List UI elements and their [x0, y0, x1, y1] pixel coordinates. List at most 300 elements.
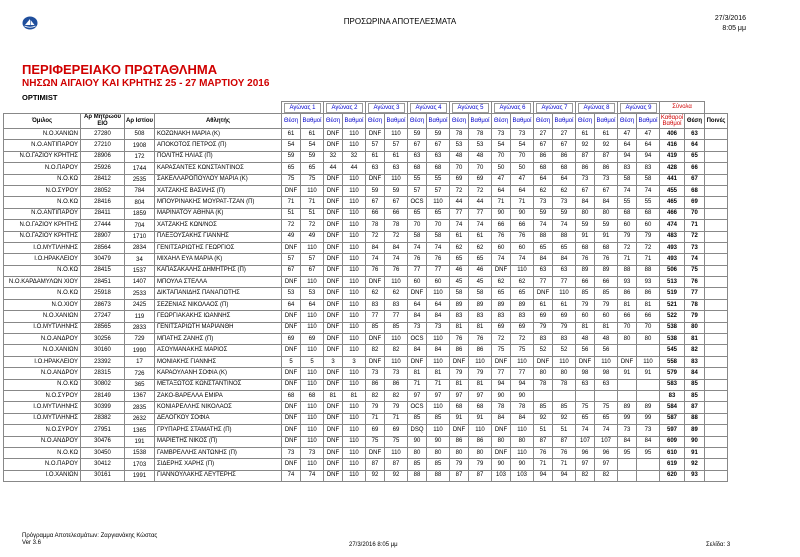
race-points-cell: 55 — [427, 174, 450, 185]
race-position-cell: 86 — [534, 151, 553, 162]
race-points-cell: 81 — [595, 322, 618, 333]
table-row — [4, 447, 728, 458]
race-position-cell: 58 — [408, 231, 427, 242]
race-position-cell: 74 — [618, 185, 637, 196]
race-position-cell: DNF — [324, 311, 343, 322]
race-points-cell: 68 — [427, 163, 450, 174]
race-position-cell: DNF — [324, 425, 343, 436]
race-points-cell: 97 — [595, 459, 618, 470]
race-points-cell: 110 — [343, 231, 366, 242]
registry-cell: 27951 — [81, 425, 125, 436]
race-position-cell: 63 — [534, 265, 553, 276]
race-position-cell: 68 — [576, 242, 595, 253]
race-points-cell: 69 — [301, 334, 324, 345]
race-points-cell: 110 — [343, 368, 366, 379]
athlete-cell: ΜΑΡΙΝΑΤΟΥ ΑΘΗΝΑ (Κ) — [155, 208, 282, 219]
registry-cell: 30450 — [81, 447, 125, 458]
race-position-cell: DNF — [324, 334, 343, 345]
final-position-cell: 71 — [685, 220, 705, 231]
race-position-cell: 32 — [324, 151, 343, 162]
final-position-cell: 85 — [685, 390, 705, 401]
race-position-cell: 65 — [450, 254, 469, 265]
club-cell: Ι.Ο.ΜΥΤΙΛΗΝΗΣ — [4, 242, 81, 253]
penalty-cell — [705, 379, 728, 390]
race-points-cell: 88 — [427, 470, 450, 481]
registry-cell: 28052 — [81, 185, 125, 196]
race-position-cell: DNF — [366, 277, 385, 288]
race-points-cell: 110 — [301, 379, 324, 390]
final-position-cell: 84 — [685, 368, 705, 379]
race-position-cell: 90 — [408, 436, 427, 447]
race-position-cell: 66 — [576, 277, 595, 288]
sail-cell: 1537 — [125, 265, 155, 276]
race-label: Αγώνας 2 — [326, 103, 364, 113]
net-points-cell: 513 — [660, 277, 685, 288]
race-position-cell: 80 — [408, 447, 427, 458]
race-points-cell: 62 — [385, 288, 408, 299]
athlete-cell: ΣΕΖΕΝΙΑΣ ΝΙΚΟΛΑΟΣ (Π) — [155, 299, 282, 310]
race-position-cell: 94 — [492, 379, 511, 390]
club-cell: Ι.Ο.ΜΥΤΙΛΗΝΗΣ — [4, 402, 81, 413]
race-position-cell: 82 — [576, 470, 595, 481]
race-position-cell: 71 — [492, 197, 511, 208]
race-position-cell: 59 — [534, 208, 553, 219]
athlete-cell: ΜΙΧΑΗΛ ΕΥΑ ΜΑΡΙΑ (Κ) — [155, 254, 282, 265]
table-row — [4, 402, 728, 413]
page-subtitle: ΝΗΣΩΝ ΑΙΓΑΙΟΥ ΚΑΙ ΚΡΗΤΗΣ 25 - 27 ΜΑΡΤΙΟΥ 2016 — [22, 78, 270, 89]
race-points-cell: 110 — [427, 288, 450, 299]
race-points-cell: 59 — [595, 220, 618, 231]
race-position-cell: 76 — [366, 265, 385, 276]
penalty-cell — [705, 185, 728, 196]
race-position-cell: 67 — [576, 185, 595, 196]
race-position-cell: DNF — [324, 413, 343, 424]
col-points: Βαθμοί — [427, 114, 450, 129]
race-position-cell: 48 — [450, 151, 469, 162]
race-points-cell: 85 — [427, 459, 450, 470]
race-points-cell: 65 — [301, 163, 324, 174]
race-points-cell: 79 — [553, 322, 576, 333]
race-position-cell: DNF — [492, 356, 511, 367]
race-points-cell: 70 — [637, 322, 660, 333]
final-position-cell: 78 — [685, 299, 705, 310]
race-points-cell: 60 — [511, 242, 534, 253]
race-position-cell: DNF — [492, 425, 511, 436]
race-points-cell: 73 — [301, 447, 324, 458]
race-position-cell: OCS — [408, 402, 427, 413]
race-position-cell: 55 — [408, 174, 427, 185]
race-position-cell: 71 — [408, 379, 427, 390]
race-position-cell: 57 — [408, 185, 427, 196]
race-position-cell: DNF — [324, 470, 343, 481]
registry-cell: 30802 — [81, 379, 125, 390]
club-cell: Ν.Ο.ΚΩ — [4, 379, 81, 390]
col-points: Βαθμοί — [511, 114, 534, 129]
race-points-cell: 77 — [469, 208, 492, 219]
race-position-cell: DNF — [492, 447, 511, 458]
net-points-cell: 545 — [660, 345, 685, 356]
penalty-cell — [705, 174, 728, 185]
registry-cell: 27247 — [81, 311, 125, 322]
column-header-row — [4, 114, 728, 129]
race-points-cell: 110 — [343, 208, 366, 219]
race-points-cell: 58 — [427, 231, 450, 242]
race-position-cell: DNF — [534, 288, 553, 299]
race-points-cell: 86 — [637, 288, 660, 299]
race-points-cell: 110 — [595, 356, 618, 367]
empty-cell — [618, 459, 637, 470]
sail-cell: 2632 — [125, 413, 155, 424]
empty-cell — [637, 345, 660, 356]
race-points-cell: 82 — [385, 390, 408, 401]
race-header-4 — [408, 102, 450, 114]
race-points-cell: 72 — [637, 242, 660, 253]
athlete-cell: ΜΕΤΑΞΩΤΟΣ ΚΩΝΣΤΑΝΤΙΝΟΣ — [155, 379, 282, 390]
race-points-cell: 59 — [427, 129, 450, 140]
race-points-cell: 70 — [427, 220, 450, 231]
race-points-cell: 51 — [553, 425, 576, 436]
race-points-cell: 73 — [511, 129, 534, 140]
race-position-cell: 60 — [618, 220, 637, 231]
race-position-cell: 84 — [366, 242, 385, 253]
sail-cell: 2834 — [125, 242, 155, 253]
net-points-cell: 583 — [660, 379, 685, 390]
club-cell: Ι.Ο.ΗΡΑΚΛΕΙΟΥ — [4, 356, 81, 367]
race-points-cell: 91 — [637, 368, 660, 379]
race-position-cell: DNF — [366, 356, 385, 367]
race-points-cell: 110 — [511, 425, 534, 436]
race-points-cell: 110 — [343, 265, 366, 276]
race-points-cell: 57 — [385, 140, 408, 151]
table-row — [4, 208, 728, 219]
final-position-cell: 66 — [685, 163, 705, 174]
race-position-cell: 3 — [324, 356, 343, 367]
race-position-cell: DNF — [492, 265, 511, 276]
club-cell: Ν.Ο.ΑΝΤΙΠΑΡΟΥ — [4, 140, 81, 151]
registry-cell: 27280 — [81, 129, 125, 140]
empty-cell — [595, 390, 618, 401]
race-points-cell: 68 — [637, 208, 660, 219]
final-position-cell: 63 — [685, 129, 705, 140]
penalty-cell — [705, 163, 728, 174]
race-position-cell: DNF — [282, 379, 301, 390]
race-points-cell: 80 — [427, 447, 450, 458]
race-points-cell: 110 — [385, 356, 408, 367]
race-position-cell: 83 — [534, 334, 553, 345]
race-points-cell: 110 — [385, 129, 408, 140]
table-row — [4, 356, 728, 367]
race-position-cell: DNF — [282, 277, 301, 288]
race-position-cell: 83 — [450, 311, 469, 322]
race-points-cell: 110 — [343, 436, 366, 447]
net-points-cell: 558 — [660, 356, 685, 367]
race-position-cell: 72 — [618, 242, 637, 253]
race-position-cell: 61 — [450, 231, 469, 242]
race-position-cell: 44 — [450, 197, 469, 208]
race-points-cell: 110 — [301, 322, 324, 333]
race-points-cell: 78 — [385, 220, 408, 231]
race-position-cell: 85 — [534, 402, 553, 413]
race-position-cell: 97 — [576, 459, 595, 470]
race-position-cell: 61 — [534, 299, 553, 310]
race-points-cell: 60 — [637, 220, 660, 231]
final-position-cell: 74 — [685, 254, 705, 265]
race-position-cell: DNF — [324, 220, 343, 231]
penalty-cell — [705, 231, 728, 242]
race-points-cell: 71 — [301, 197, 324, 208]
net-points-cell: 406 — [660, 129, 685, 140]
race-position-cell: 73 — [534, 197, 553, 208]
race-position-cell: 69 — [282, 334, 301, 345]
final-position-cell: 79 — [685, 311, 705, 322]
race-points-cell: 55 — [637, 197, 660, 208]
athlete-cell: ΓΕΝΙΤΣΑΡΙΩΤΗΣ ΓΕΩΡΓΙΟΣ — [155, 242, 282, 253]
race-position-cell: 51 — [534, 425, 553, 436]
col-net-points: Καθαροί Βαθμοί — [660, 115, 684, 127]
race-points-cell: 68 — [469, 402, 492, 413]
race-position-cell: 47 — [618, 129, 637, 140]
race-points-cell: 65 — [595, 413, 618, 424]
race-points-cell: 65 — [511, 288, 534, 299]
race-position-cell: 56 — [576, 345, 595, 356]
race-points-cell: 80 — [469, 447, 492, 458]
race-position-cell: 88 — [534, 231, 553, 242]
race-points-cell: 110 — [301, 413, 324, 424]
race-points-cell: 94 — [511, 379, 534, 390]
race-header-3 — [366, 102, 408, 114]
race-position-cell: DNF — [408, 356, 427, 367]
penalty-cell — [705, 140, 728, 151]
table-row — [4, 368, 728, 379]
empty-cell — [618, 379, 637, 390]
race-position-cell: 73 — [576, 174, 595, 185]
race-position-cell: 85 — [576, 288, 595, 299]
race-position-cell: 92 — [534, 413, 553, 424]
col-position: Θέση — [366, 114, 385, 129]
race-position-cell: 97 — [450, 390, 469, 401]
race-position-cell: 45 — [450, 277, 469, 288]
race-position-cell: 65 — [576, 413, 595, 424]
race-points-cell: 63 — [385, 163, 408, 174]
empty-cell — [618, 470, 637, 481]
registry-cell: 28907 — [81, 231, 125, 242]
col-position: Θέση — [282, 114, 301, 129]
final-position-cell: 76 — [685, 277, 705, 288]
race-points-cell: 61 — [553, 299, 576, 310]
registry-cell: 25926 — [81, 163, 125, 174]
penalty-cell — [705, 413, 728, 424]
col-points: Βαθμοί — [595, 114, 618, 129]
registry-cell: 28416 — [81, 197, 125, 208]
race-points-cell: 5 — [301, 356, 324, 367]
final-position-cell: 93 — [685, 470, 705, 481]
race-points-cell: 97 — [427, 390, 450, 401]
club-cell: Ν.Ο.ΚΩ — [4, 288, 81, 299]
race-points-cell: 110 — [301, 436, 324, 447]
race-points-cell: 74 — [553, 220, 576, 231]
race-label: Αγώνας 8 — [578, 103, 616, 113]
race-position-cell: DNF — [324, 242, 343, 253]
race-points-cell: 88 — [637, 265, 660, 276]
race-position-cell: 65 — [492, 288, 511, 299]
race-points-cell: 110 — [343, 299, 366, 310]
race-position-cell: DNF — [366, 129, 385, 140]
race-points-cell: 61 — [301, 129, 324, 140]
race-position-cell: 47 — [492, 174, 511, 185]
race-position-cell: 84 — [618, 436, 637, 447]
race-points-cell: 89 — [511, 299, 534, 310]
net-points-cell: 538 — [660, 334, 685, 345]
athlete-cell: ΓΑΜΒΡΕΛΛΗΣ ΑΝΤΩΝΗΣ (Π) — [155, 447, 282, 458]
race-points-cell: 82 — [595, 470, 618, 481]
race-position-cell: 83 — [618, 163, 637, 174]
race-points-cell: 110 — [343, 334, 366, 345]
race-position-cell: 85 — [408, 459, 427, 470]
final-position-cell: 85 — [685, 379, 705, 390]
race-points-cell: 110 — [301, 368, 324, 379]
club-cell: Ν.Ο.ΓΑΖΙΟΥ ΚΡΗΤΗΣ — [4, 231, 81, 242]
registry-cell: 30476 — [81, 436, 125, 447]
race-points-cell: 95 — [637, 447, 660, 458]
race-points-cell: 103 — [511, 470, 534, 481]
race-position-cell: 86 — [618, 288, 637, 299]
race-points-cell: 110 — [637, 356, 660, 367]
athlete-cell: ΓΡΥΠΑΡΗΣ ΣΤΑΜΑΤΗΣ (Π) — [155, 425, 282, 436]
race-position-cell: 54 — [282, 140, 301, 151]
race-points-cell: 63 — [595, 379, 618, 390]
race-position-cell: 79 — [450, 459, 469, 470]
race-points-cell: 61 — [469, 231, 492, 242]
race-points-cell: 65 — [469, 254, 492, 265]
race-points-cell: 110 — [301, 185, 324, 196]
final-position-cell: 83 — [685, 356, 705, 367]
empty-cell — [618, 345, 637, 356]
race-points-cell: 74 — [469, 220, 492, 231]
net-points-cell: 609 — [660, 436, 685, 447]
race-points-cell: 80 — [637, 334, 660, 345]
race-position-cell: 79 — [576, 299, 595, 310]
race-position-cell: 97 — [408, 390, 427, 401]
registry-cell: 28451 — [81, 277, 125, 288]
final-position-cell: 92 — [685, 459, 705, 470]
table-row — [4, 459, 728, 470]
race-position-cell: 78 — [450, 129, 469, 140]
table-row — [4, 185, 728, 196]
race-position-cell: 77 — [534, 277, 553, 288]
race-points-cell: 110 — [385, 277, 408, 288]
final-position-cell: 68 — [685, 185, 705, 196]
race-points-cell: 110 — [301, 459, 324, 470]
race-points-cell: 110 — [427, 356, 450, 367]
penalty-cell — [705, 151, 728, 162]
registry-cell: 28673 — [81, 299, 125, 310]
race-header-row — [4, 102, 728, 114]
race-points-cell: 93 — [637, 277, 660, 288]
net-points-cell: 620 — [660, 470, 685, 481]
race-label: Αγώνας 1 — [284, 103, 322, 113]
race-points-cell: 85 — [595, 288, 618, 299]
race-points-cell: 90 — [427, 436, 450, 447]
registry-cell: 30412 — [81, 459, 125, 470]
race-position-cell: DNF — [324, 447, 343, 458]
final-position-cell: 89 — [685, 425, 705, 436]
race-position-cell: 77 — [366, 311, 385, 322]
race-points-cell: 90 — [511, 390, 534, 401]
empty-cell — [637, 459, 660, 470]
race-position-cell: 80 — [534, 368, 553, 379]
race-points-cell: 86 — [469, 436, 492, 447]
race-position-cell: 52 — [534, 345, 553, 356]
totals-header: Σύνολα — [660, 102, 705, 114]
net-points-cell: 474 — [660, 220, 685, 231]
net-points-cell: 483 — [660, 231, 685, 242]
athlete-cell: ΠΛΕΞΟΥΣΑΚΗΣ ΓΙΑΝΝΗΣ — [155, 231, 282, 242]
race-position-cell: 53 — [450, 140, 469, 151]
race-points-cell: 110 — [385, 174, 408, 185]
race-points-cell: 70 — [469, 163, 492, 174]
race-header-5 — [450, 102, 492, 114]
race-position-cell: 92 — [576, 140, 595, 151]
race-position-cell: 60 — [576, 311, 595, 322]
race-position-cell: 76 — [450, 334, 469, 345]
table-row — [4, 220, 728, 231]
race-points-cell: 110 — [469, 356, 492, 367]
race-position-cell: 71 — [618, 254, 637, 265]
race-points-cell: 72 — [469, 185, 492, 196]
race-header-7 — [534, 102, 576, 114]
race-position-cell: 72 — [450, 185, 469, 196]
report-status: ΠΡΟΣΩΡΙΝΑ ΑΠΟΤΕΛΕΣΜΑΤΑ — [343, 17, 457, 26]
race-position-cell: DNF — [282, 425, 301, 436]
race-points-cell: 64 — [427, 299, 450, 310]
registry-cell: 30161 — [81, 470, 125, 481]
race-position-cell: 69 — [534, 311, 553, 322]
race-position-cell: 70 — [618, 322, 637, 333]
race-position-cell: 88 — [618, 265, 637, 276]
race-points-cell: 110 — [301, 311, 324, 322]
race-position-cell: 50 — [492, 163, 511, 174]
footer-page: Σελίδα: 3 — [706, 542, 731, 548]
penalty-cell — [705, 299, 728, 310]
race-position-cell: 63 — [576, 379, 595, 390]
athlete-cell: ΣΙΔΕΡΗΣ ΧΑΡΗΣ (Π) — [155, 459, 282, 470]
race-position-cell: DNF — [282, 311, 301, 322]
race-position-cell: 70 — [408, 220, 427, 231]
race-position-cell: DNF — [282, 322, 301, 333]
race-position-cell: 74 — [282, 470, 301, 481]
sail-cell: 2833 — [125, 322, 155, 333]
race-points-cell: 59 — [301, 151, 324, 162]
race-points-cell: 67 — [427, 140, 450, 151]
race-position-cell: 86 — [576, 163, 595, 174]
race-points-cell: 87 — [469, 470, 492, 481]
race-points-cell: 71 — [427, 379, 450, 390]
penalty-cell — [705, 345, 728, 356]
race-points-cell: 74 — [427, 242, 450, 253]
race-position-cell: 76 — [408, 254, 427, 265]
race-points-cell: 64 — [301, 299, 324, 310]
race-position-cell: 81 — [450, 322, 469, 333]
race-points-cell: 96 — [595, 447, 618, 458]
empty-cell — [618, 390, 637, 401]
club-cell: Ν.Ο.ΣΥΡΟΥ — [4, 425, 81, 436]
race-position-cell: 63 — [408, 151, 427, 162]
table-row — [4, 254, 728, 265]
athlete-cell: ΧΑΤΖΑΚΗΣ ΚΩΝ/ΝΟΣ — [155, 220, 282, 231]
athlete-cell: ΜΑΡΙΕΤΗΣ ΝΙΚΟΣ (Π) — [155, 436, 282, 447]
race-position-cell: 81 — [576, 322, 595, 333]
athlete-cell: ΣΑΚΕΛΛΑΡΟΠΟΥΛΟΥ ΜΑΡΙΑ (Κ) — [155, 174, 282, 185]
